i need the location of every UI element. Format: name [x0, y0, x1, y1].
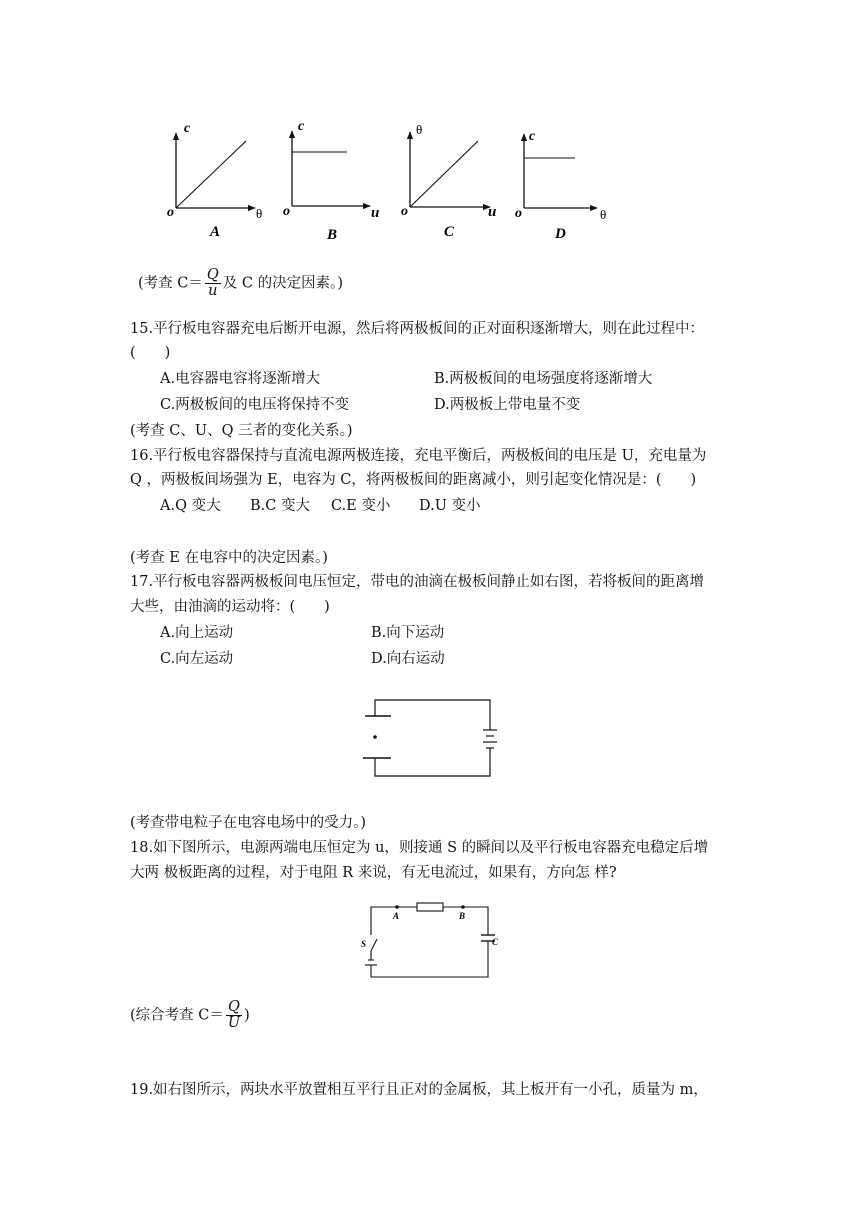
q16-line2: Q ，两极板间场强为 E，电容为 C，将两极板间的距离减小，则引起变化情况是：( ): [130, 472, 697, 488]
q15-note: (考查 C、U、Q 三者的变化关系。): [130, 423, 353, 439]
graph-a-line: [176, 141, 246, 208]
graph-d: [515, 129, 606, 242]
q19-line1: 19.如右图所示，两块水平放置相互平行且正对的金属板，其上板开有一小孔，质量为 m，: [130, 1082, 708, 1098]
oil-drop: [373, 735, 377, 739]
q17-line2: 大些，由油滴的运动将：( ): [130, 599, 330, 615]
graph-a-xlabel: θ: [256, 206, 263, 221]
label-c: C: [492, 937, 499, 947]
q18-note-fraction: [226, 1000, 242, 1031]
q18-note-den: U: [227, 1015, 241, 1032]
q16-note: (考查 E 在电容中的决定因素。): [130, 550, 328, 566]
q18-note: [130, 1000, 250, 1031]
graph-b-origin: o: [283, 204, 290, 219]
q15-option-c: C.两极板间的电压将保持不变: [160, 397, 350, 413]
graph-b-xlabel: u: [371, 205, 380, 221]
q16-option-a: A.Q 变大: [160, 498, 221, 514]
graph-b-ylabel: c: [298, 119, 305, 134]
q15-line1: 15.平行板电容器充电后断开电源，然后将两极板间的正对面积逐渐增大，则在此过程中：: [130, 321, 705, 337]
label-s: S: [361, 939, 367, 949]
graph-a: [167, 121, 262, 240]
graph-d-ylabel: c: [529, 129, 536, 144]
graph-a-letter: A: [210, 224, 221, 240]
q17-option-c: C.向左运动: [160, 651, 234, 667]
q18-note-post: ): [244, 1007, 250, 1024]
graph-c-xlabel: u: [488, 204, 497, 220]
label-a: A: [393, 911, 400, 921]
graph-c-line: [410, 141, 478, 207]
q18-line1: 18.如下图所示，电源两端电压恒定为 u，则接通 S 的瞬间以及平行板电容器充电稳定后增: [130, 840, 709, 856]
graph-d-origin: o: [515, 206, 522, 221]
graph-b: [283, 119, 379, 243]
graphs-row: [0, 0, 860, 250]
q16-option-b: B.C 变大: [250, 498, 310, 514]
graph-c-origin: o: [401, 204, 408, 219]
q15-option-d: D.两极板上带电量不变: [434, 397, 581, 413]
q17-circuit: [355, 692, 505, 784]
note-14-num: Q: [206, 267, 219, 283]
q15-option-a: A.电容器电容将逐渐增大: [160, 371, 321, 387]
graph-c-ylabel: θ: [416, 122, 423, 137]
note-14-fraction: [205, 268, 221, 299]
note-14-pre: (考查 C＝: [138, 275, 203, 292]
q17-line1: 17.平行板电容器两极板间电压恒定，带电的油滴在极板间静止如右图，若将板间的距离增: [130, 574, 705, 590]
q15-option-b: B.两极板间的电场强度将逐渐增大: [434, 371, 653, 387]
node-b: [461, 905, 465, 909]
node-a: [395, 905, 399, 909]
graph-c: [401, 122, 496, 240]
graph-a-origin: o: [167, 205, 174, 220]
q16-option-d: D.U 变小: [419, 498, 481, 514]
resistor-r: [417, 903, 443, 911]
graph-a-ylabel: c: [184, 121, 191, 136]
q17-option-d: D.向右运动: [371, 651, 445, 667]
q17-option-b: B.向下运动: [371, 625, 445, 641]
q15-line2: ( ): [130, 345, 171, 361]
q16-option-c: C.E 变小: [331, 498, 391, 514]
label-b: B: [459, 911, 466, 921]
note-14-post: 及 C 的决定因素。): [222, 275, 343, 292]
q16-line1: 16.平行板电容器保持与直流电源两极连接，充电平衡后，两极板间的电压是 U，充电量为: [130, 448, 707, 464]
q17-option-a: A.向上运动: [160, 625, 234, 641]
q18-line2: 大两 极板距离的过程，对于电阻 R 来说，有无电流过，如果有，方向怎 样?: [130, 865, 617, 881]
q17-note: (考查带电粒子在电容电场中的受力。): [130, 815, 367, 831]
graphs-svg: [0, 0, 860, 250]
note-14-den: u: [208, 283, 218, 300]
graph-c-letter: C: [444, 224, 455, 240]
q18-note-pre: (综合考查 C＝: [130, 1007, 224, 1024]
graph-b-letter: B: [327, 227, 338, 243]
q18-note-num: Q: [226, 1000, 242, 1016]
q18-circuit: [355, 895, 515, 985]
graph-d-letter: D: [555, 226, 566, 242]
graph-d-xlabel: θ: [600, 207, 607, 222]
note-14: [138, 268, 343, 299]
